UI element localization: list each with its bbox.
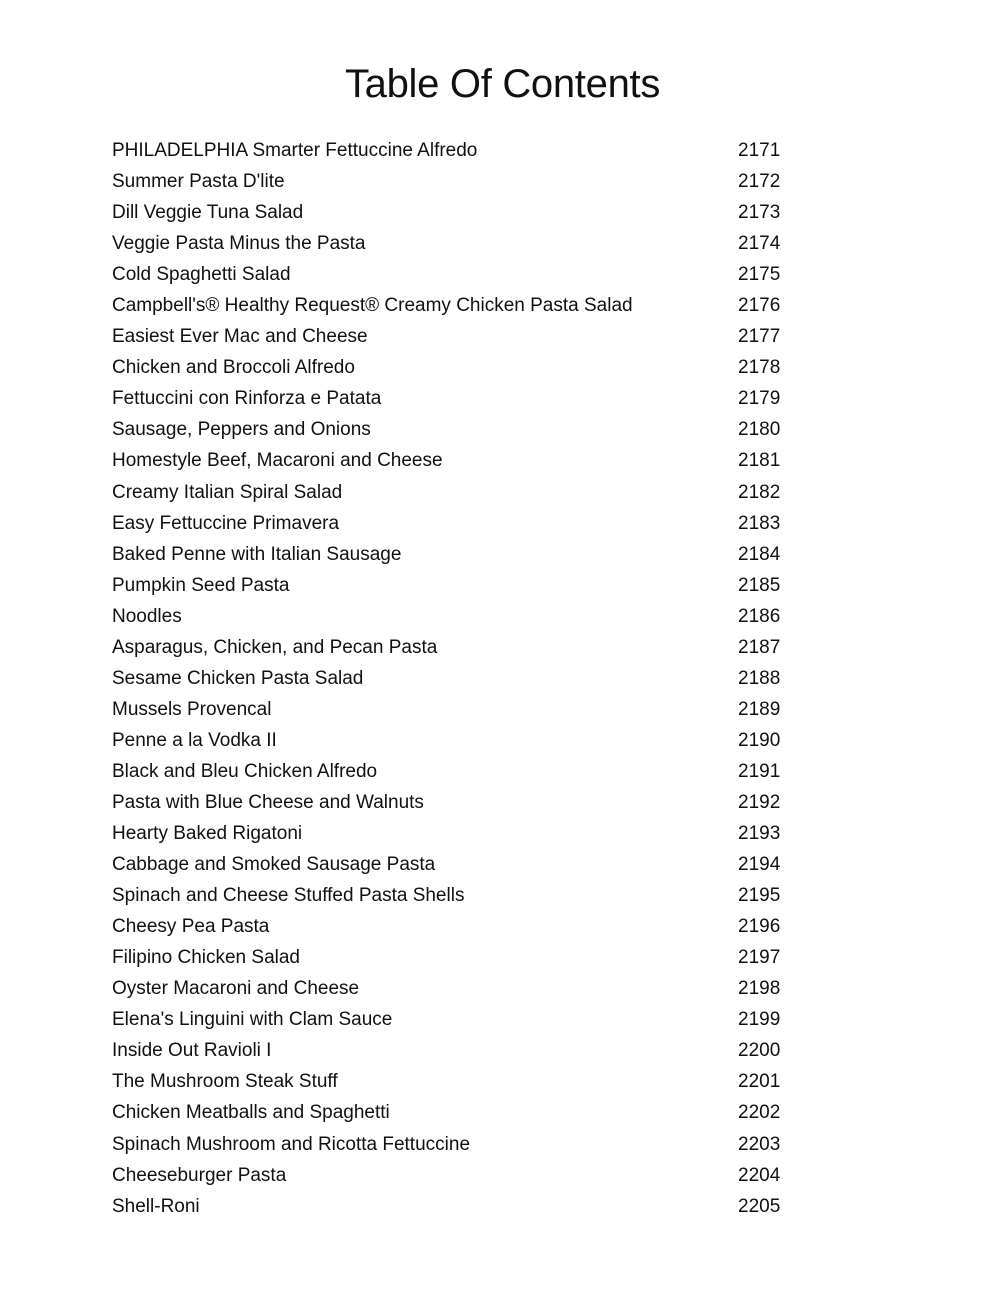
toc-entry-page-number: 2202 (738, 1102, 781, 1124)
toc-entry-page-number: 2190 (738, 729, 781, 751)
toc-entry-title: The Mushroom Steak Stuff (112, 1071, 338, 1093)
toc-entry-page-number: 2182 (738, 481, 781, 503)
toc-entry (112, 601, 812, 632)
toc-entry-title: Spinach and Cheese Stuffed Pasta Shells (112, 885, 465, 907)
toc-entry-title: Inside Out Ravioli I (112, 1040, 272, 1062)
page-title: Table Of Contents (344, 62, 661, 106)
toc-entry-title: PHILADELPHIA Smarter Fettuccine Alfredo (112, 140, 478, 161)
toc-entry (112, 818, 812, 849)
toc-entry (112, 725, 812, 756)
toc-entry-page-number: 2204 (738, 1164, 781, 1186)
toc-entry (112, 756, 812, 787)
toc-entry-page-number: 2185 (738, 574, 781, 596)
toc-entry-page-number: 2200 (738, 1040, 781, 1062)
toc-entry-title: Oyster Macaroni and Cheese (112, 978, 360, 1000)
toc-entry (112, 1129, 812, 1160)
toc-entry-page-number: 2179 (738, 388, 781, 410)
toc-entry-page-number: 2195 (738, 885, 781, 907)
toc-entry (112, 290, 812, 321)
toc-entry (112, 1191, 812, 1222)
toc-entry (112, 166, 812, 197)
toc-entry-title: Sesame Chicken Pasta Salad (112, 667, 364, 689)
toc-entry-page-number: 2197 (738, 947, 781, 969)
toc-entry-page-number: 2175 (738, 264, 781, 286)
toc-entry-page-number: 2203 (738, 1133, 781, 1155)
toc-entry-page-number: 2184 (738, 543, 781, 565)
toc-entry-page-number: 2189 (738, 698, 781, 720)
toc-entry (112, 414, 812, 445)
toc-entry (112, 880, 812, 911)
toc-entry-title: Cheeseburger Pasta (112, 1164, 287, 1186)
toc-entry-page-number: 2198 (738, 978, 781, 1000)
toc-entry-page-number: 2173 (738, 202, 781, 224)
toc-entry-page-number: 2171 (738, 140, 781, 161)
toc-entry (112, 911, 812, 942)
toc-entry-title: Hearty Baked Rigatoni (112, 823, 303, 845)
toc-entry-title: Cold Spaghetti Salad (112, 264, 291, 286)
toc-entry-page-number: 2186 (738, 605, 781, 627)
toc-entry-page-number: 2180 (738, 419, 781, 441)
toc-entry-title: Cabbage and Smoked Sausage Pasta (112, 854, 436, 876)
toc-entry (112, 197, 812, 228)
toc-entry (112, 663, 812, 694)
toc-entry-title: Mussels Provencal (112, 698, 272, 720)
toc-entry-title: Filipino Chicken Salad (112, 947, 300, 969)
toc-entry-title: Veggie Pasta Minus the Pasta (112, 233, 366, 255)
toc-entry-page-number: 2177 (738, 326, 781, 348)
toc-entry-title: Penne a la Vodka II (112, 729, 277, 751)
toc-entry-page-number: 2172 (738, 171, 781, 193)
toc-entry-title: Dill Veggie Tuna Salad (112, 202, 304, 224)
toc-entry (112, 1160, 812, 1191)
toc-entry-title: Creamy Italian Spiral Salad (112, 481, 343, 503)
toc-entry (112, 321, 812, 352)
toc-entry-title: Elena's Linguini with Clam Sauce (112, 1009, 393, 1031)
toc-entry-page-number: 2205 (738, 1195, 781, 1217)
toc-entry-title: Chicken Meatballs and Spaghetti (112, 1102, 390, 1124)
toc-entry (112, 539, 812, 570)
toc-entry (112, 1097, 812, 1128)
toc-entry-title: Black and Bleu Chicken Alfredo (112, 760, 378, 782)
toc-entry (112, 135, 812, 166)
toc-entry-title: Noodles (112, 605, 182, 627)
toc-entry (112, 973, 812, 1004)
toc-entry-page-number: 2187 (738, 636, 781, 658)
toc-entry-page-number: 2178 (738, 357, 781, 379)
toc-entry (112, 228, 812, 259)
toc-entry (112, 942, 812, 973)
toc-entry (112, 508, 812, 539)
toc-entry (112, 632, 812, 663)
toc-entry-title: Campbell's® Healthy Request® Creamy Chicken Pasta Salad (112, 295, 633, 317)
toc-entry (112, 1004, 812, 1035)
toc-entry (112, 849, 812, 880)
toc-entry-title: Cheesy Pea Pasta (112, 916, 270, 938)
toc-entry-page-number: 2191 (738, 760, 781, 782)
toc-entry-title: Shell-Roni (112, 1195, 200, 1217)
toc-entry-page-number: 2174 (738, 233, 781, 255)
toc-entry-page-number: 2194 (738, 854, 781, 876)
toc-entry-page-number: 2193 (738, 823, 781, 845)
toc-list (112, 135, 812, 1222)
toc-entry-page-number: 2196 (738, 916, 781, 938)
toc-entry-title: Chicken and Broccoli Alfredo (112, 357, 355, 379)
toc-entry (112, 477, 812, 508)
toc-entry-page-number: 2176 (738, 295, 781, 317)
toc-entry (112, 694, 812, 725)
toc-entry (112, 445, 812, 476)
toc-entry (112, 1035, 812, 1066)
toc-entry-title: Homestyle Beef, Macaroni and Cheese (112, 450, 443, 472)
toc-entry-page-number: 2192 (738, 791, 781, 813)
toc-entry (112, 259, 812, 290)
toc-entry-title: Summer Pasta D'lite (112, 171, 285, 193)
toc-entry-page-number: 2201 (738, 1071, 781, 1093)
toc-entry-title: Baked Penne with Italian Sausage (112, 543, 402, 565)
toc-entry (112, 787, 812, 818)
toc-entry (112, 352, 812, 383)
toc-entry-page-number: 2181 (738, 450, 781, 472)
toc-entry-title: Pumpkin Seed Pasta (112, 574, 290, 596)
toc-entry-page-number: 2199 (738, 1009, 781, 1031)
toc-entry-page-number: 2188 (738, 667, 781, 689)
toc-entry-title: Easiest Ever Mac and Cheese (112, 326, 368, 348)
toc-entry-title: Easy Fettuccine Primavera (112, 512, 340, 534)
toc-entry-page-number: 2183 (738, 512, 781, 534)
toc-entry (112, 1066, 812, 1097)
toc-entry-title: Fettuccini con Rinforza e Patata (112, 388, 382, 410)
toc-entry-title: Asparagus, Chicken, and Pecan Pasta (112, 636, 438, 658)
toc-entry-title: Pasta with Blue Cheese and Walnuts (112, 791, 424, 813)
toc-entry (112, 570, 812, 601)
toc-entry (112, 383, 812, 414)
toc-entry-title: Sausage, Peppers and Onions (112, 419, 371, 441)
toc-entry-title: Spinach Mushroom and Ricotta Fettuccine (112, 1133, 471, 1155)
